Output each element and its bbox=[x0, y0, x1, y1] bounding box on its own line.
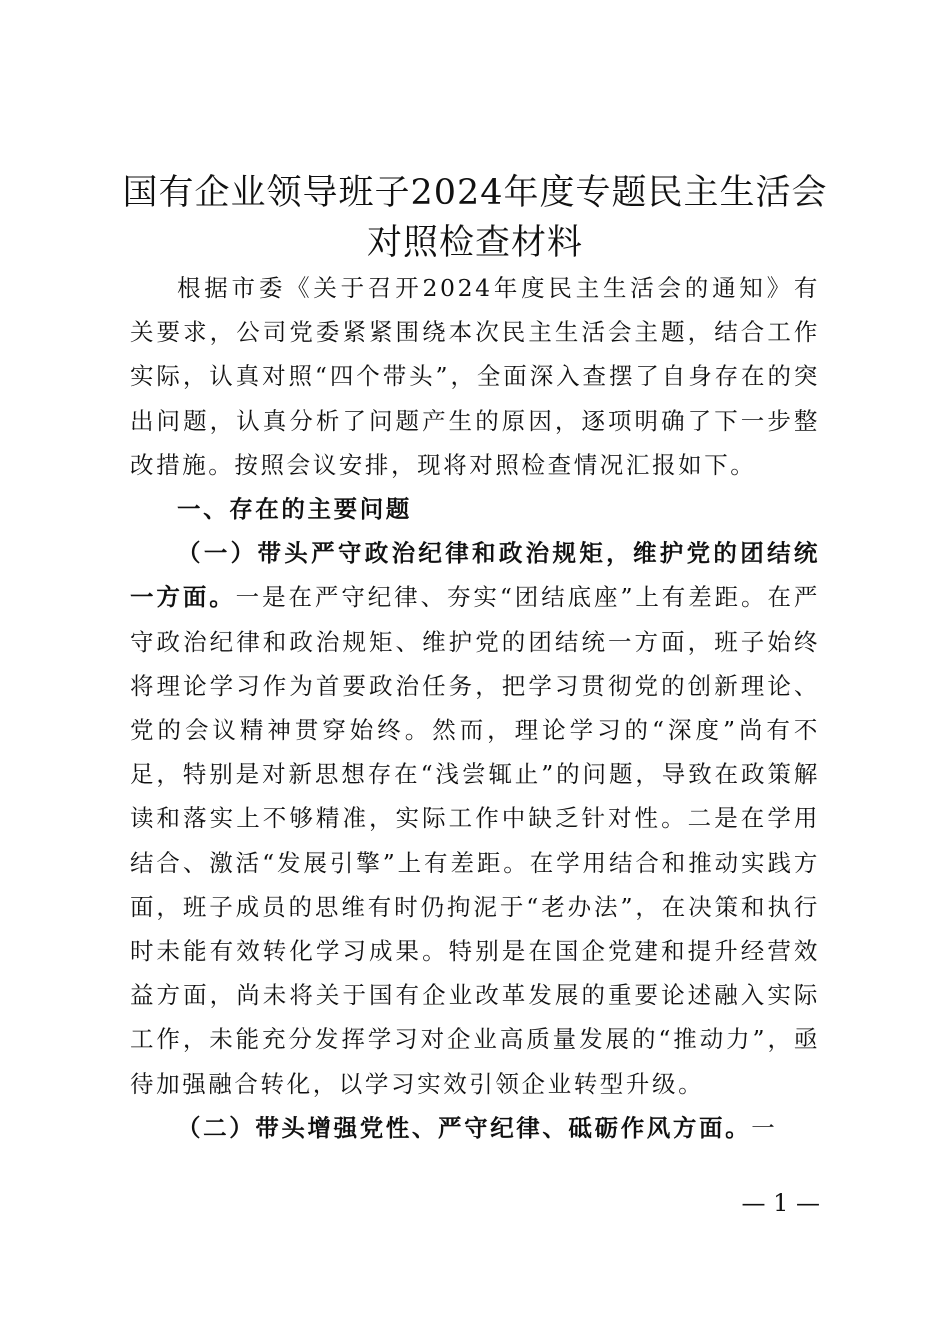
document-body bbox=[130, 266, 820, 1150]
subsection-body-1: 一是在严守纪律、夯实“团结底座”上有差距。在严守政治纪律和政治规矩、维护党的团结统一方面，班子始终将理论学习作为首要政治任务，把学习贯彻党的创新理论、党的会议精神贯穿始终。然而，理论学习的“深度”尚有不足，特别是对新思想存在“浅尝辄止”的问题，导致在政策解读和落实上不够精准，实际工作中缺乏针对性。二是在学用结合、激活“发展引擎”上有差距。在学用结合和推动实践方面，班子成员的思维有时仍拘泥于“老办法”，在决策和执行时未能有效转化学习成果。特别是在国企党建和提升经营效益方面，尚未将关于国有企业改革发展的重要论述融入实际工作，未能充分发挥学习对企业高质量发展的“推动力”，亟待加强融合转化，以学习实效引领企业转型升级。 bbox=[130, 583, 820, 1098]
intro-paragraph: 根据市委《关于召开2024年度民主生活会的通知》有关要求，公司党委紧紧围绕本次民主生活会主题，结合工作实际，认真对照“四个带头”，全面深入查摆了自身存在的突出问题，认真分析了问题产生的原因，逐项明确了下一步整改措施。按照会议安排，现将对照检查情况汇报如下。 bbox=[130, 274, 820, 479]
subsection-heading-1: （一）带头严守政治纪律和政治规矩，维护党的团结统一方面。 bbox=[130, 539, 820, 612]
page-number: — 1 — bbox=[741, 1189, 820, 1217]
document-title-line-1: 国有企业领导班子2024年度专题民主生活会 bbox=[122, 173, 828, 213]
subsection-body-2: 一 bbox=[751, 1113, 778, 1142]
section-heading-1: 一、存在的主要问题 bbox=[177, 495, 412, 524]
subsection-paragraph-2 bbox=[130, 1106, 820, 1150]
subsection-heading-2: （二）带头增强党性、严守纪律、砥砺作风方面。 bbox=[177, 1113, 752, 1142]
subsection-paragraph-1 bbox=[130, 531, 820, 1106]
document-title-line-2: 对照检查材料 bbox=[366, 223, 583, 263]
